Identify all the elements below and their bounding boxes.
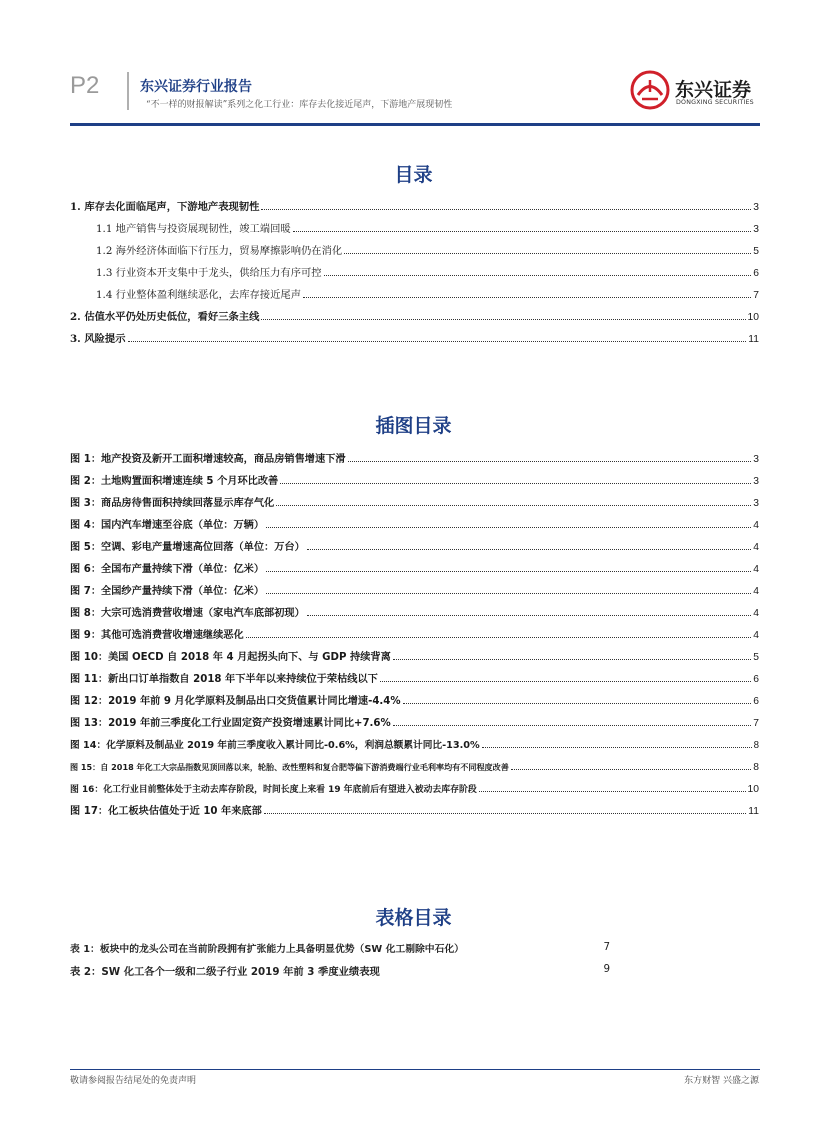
figure-item[interactable] xyxy=(70,603,759,619)
toc-item[interactable] xyxy=(96,219,759,235)
figure-item-page: 4 xyxy=(753,630,759,641)
dot-leader xyxy=(380,681,751,682)
figure-item[interactable] xyxy=(70,757,759,773)
dot-leader xyxy=(280,483,751,484)
figure-item-page: 4 xyxy=(753,542,759,553)
figure-item-label: 图 17：化工板块估值处于近 10 年来底部 xyxy=(70,806,262,817)
dot-leader xyxy=(264,813,746,814)
dot-leader xyxy=(293,231,752,232)
figure-item[interactable] xyxy=(70,537,759,553)
dot-leader xyxy=(128,341,747,342)
toc-item[interactable] xyxy=(96,241,759,257)
figure-item-page: 3 xyxy=(753,498,759,509)
figure-item[interactable] xyxy=(70,559,759,575)
toc-item-label: 2. 估值水平仍处历史低位，看好三条主线 xyxy=(70,311,260,323)
figure-item[interactable] xyxy=(70,449,759,465)
figure-item-label: 图 14：化学原料及制品业 2019 年前三季度收入累计同比-0.6%，利润总额累计同比-13.0% xyxy=(70,740,480,751)
toc-item[interactable] xyxy=(70,307,759,323)
toc-item[interactable] xyxy=(70,197,759,213)
figure-item-label: 图 2：土地购置面积增速连续 5 个月环比改善 xyxy=(70,476,279,487)
figure-item-label: 图 3：商品房待售面积持续回落显示库存气化 xyxy=(70,498,275,509)
toc-item-label: 3. 风险提示 xyxy=(70,333,126,345)
logo-chinese-name: 东兴证券 xyxy=(675,79,752,101)
dot-leader xyxy=(393,725,752,726)
toc-item-label: 1.1 地产销售与投资展现韧性，竣工端回暖 xyxy=(96,223,291,235)
toc-title: 目录 xyxy=(394,164,433,186)
toc-item-label: 1.3 行业资本开支集中于龙头，供给压力有序可控 xyxy=(96,267,322,279)
dot-leader xyxy=(344,253,751,254)
dot-leader xyxy=(246,637,752,638)
table-item[interactable] xyxy=(70,941,610,957)
toc-item-page: 11 xyxy=(748,334,759,345)
figure-item[interactable] xyxy=(70,647,759,663)
dot-leader xyxy=(276,505,751,506)
figure-item-label: 图 13：2019 年前三季度化工行业固定资产投资增速累计同比+7.6% xyxy=(70,718,391,729)
figure-item-label: 图 11：新出口订单指数自 2018 年下半年以来持续位于荣枯线以下 xyxy=(70,674,378,685)
table-item-page: 7 xyxy=(603,941,610,953)
logo-mark-icon xyxy=(630,70,670,110)
figure-item-label: 图 16：化工行业目前整体处于主动去库存阶段，时间长度上来看 19 年底前后有望进入被动去库存阶段 xyxy=(70,785,477,795)
figure-item-page: 4 xyxy=(753,608,759,619)
page-number: P2 xyxy=(70,72,100,99)
dot-leader xyxy=(266,593,751,594)
dot-leader xyxy=(261,209,751,210)
figure-item-label: 图 8：大宗可选消费营收增速（家电汽车底部初现） xyxy=(70,608,305,619)
figure-item-label: 图 7：全国纱产量持续下滑（单位：亿米） xyxy=(70,586,265,597)
dot-leader xyxy=(348,461,752,462)
report-title: 东兴证券行业报告 xyxy=(140,79,252,95)
dot-leader xyxy=(266,527,751,528)
figure-item-label: 图 1：地产投资及新开工面积增速较高，商品房销售增速下滑 xyxy=(70,454,346,465)
dot-leader xyxy=(261,319,745,320)
company-slogan: 东方财智 兴盛之源 xyxy=(684,1076,759,1086)
tables-list-title: 表格目录 xyxy=(375,907,452,929)
figure-item-label: 图 15：自 2018 年化工大宗品指数见顶回落以来，轮胎、改性塑料和复合肥等偏下游消费端行业毛利率均有不同程度改善 xyxy=(70,762,509,772)
figure-item-page: 8 xyxy=(753,740,759,751)
figure-item[interactable] xyxy=(70,691,759,707)
table-item-label: 表 1：板块中的龙头公司在当前阶段拥有扩张能力上具备明显优势（SW 化工剔除中石化） xyxy=(70,944,464,955)
toc-item-page: 3 xyxy=(753,224,759,235)
dot-leader xyxy=(511,769,751,770)
figure-item[interactable] xyxy=(70,801,759,817)
figure-item-page: 4 xyxy=(753,564,759,575)
figure-item-page: 10 xyxy=(747,784,759,795)
figure-item-page: 6 xyxy=(753,696,759,707)
header-divider xyxy=(127,72,129,110)
figure-item-label: 图 5：空调、彩电产量增速高位回落（单位：万台） xyxy=(70,542,305,553)
toc-item[interactable] xyxy=(96,285,759,301)
header-rule xyxy=(70,123,760,126)
figure-item-page: 3 xyxy=(753,476,759,487)
table-item[interactable] xyxy=(70,963,610,979)
company-logo xyxy=(626,68,766,112)
figure-item-label: 图 12：2019 年前 9 月化学原料及制品出口交货值累计同比增速-4.4% xyxy=(70,696,401,707)
dot-leader xyxy=(393,659,752,660)
figure-item[interactable] xyxy=(70,581,759,597)
toc-item-page: 6 xyxy=(753,268,759,279)
toc-item[interactable] xyxy=(70,329,759,345)
toc-item[interactable] xyxy=(96,263,759,279)
figure-item-page: 7 xyxy=(753,718,759,729)
table-item-page: 9 xyxy=(603,963,610,975)
figure-item[interactable] xyxy=(70,471,759,487)
dot-leader xyxy=(324,275,752,276)
figure-item[interactable] xyxy=(70,735,759,751)
dot-leader xyxy=(307,549,752,550)
footer-rule xyxy=(70,1069,760,1070)
figure-item-page: 11 xyxy=(748,806,759,817)
toc-item-label: 1.2 海外经济体面临下行压力，贸易摩擦影响仍在消化 xyxy=(96,245,343,257)
figure-item[interactable] xyxy=(70,625,759,641)
table-item-label: 表 2：SW 化工各个一级和二级子行业 2019 年前 3 季度业绩表现 xyxy=(70,966,380,978)
dot-leader xyxy=(266,571,751,572)
disclaimer-note: 敬请参阅报告结尾处的免责声明 xyxy=(70,1076,197,1086)
figure-item[interactable] xyxy=(70,669,759,685)
dot-leader xyxy=(403,703,752,704)
figures-list-title: 插图目录 xyxy=(375,415,452,437)
figure-item-page: 4 xyxy=(753,586,759,597)
figure-item-page: 6 xyxy=(753,674,759,685)
toc-item-page: 7 xyxy=(753,290,759,301)
report-subtitle: “不一样的财报解读”系列之化工行业：库存去化接近尾声，下游地产展现韧性 xyxy=(146,100,453,110)
figure-item-page: 4 xyxy=(753,520,759,531)
dot-leader xyxy=(303,297,751,298)
logo-english-name: DONGXING SECURITIES xyxy=(676,99,754,106)
figure-item[interactable] xyxy=(70,493,759,509)
figure-item-page: 5 xyxy=(753,652,759,663)
toc-item-page: 10 xyxy=(747,312,759,323)
figure-item-label: 图 4：国内汽车增速至谷底（单位：万辆） xyxy=(70,520,265,531)
figure-item[interactable] xyxy=(70,779,759,795)
figure-item-label: 图 6：全国布产量持续下滑（单位：亿米） xyxy=(70,564,265,575)
figure-item-label: 图 9：其他可选消费营收增速继续恶化 xyxy=(70,630,244,641)
dot-leader xyxy=(482,747,752,748)
figure-item-page: 8 xyxy=(753,762,759,773)
toc-item-label: 1. 库存去化面临尾声，下游地产表现韧性 xyxy=(70,201,260,213)
figure-item[interactable] xyxy=(70,713,759,729)
toc-item-page: 3 xyxy=(753,202,759,213)
dot-leader xyxy=(307,615,752,616)
dot-leader xyxy=(479,791,746,792)
figure-item-label: 图 10：美国 OECD 自 2018 年 4 月起拐头向下、与 GDP 持续背离 xyxy=(70,652,391,663)
figure-item[interactable] xyxy=(70,515,759,531)
toc-item-page: 5 xyxy=(753,246,759,257)
toc-item-label: 1.4 行业整体盈利继续恶化，去库存接近尾声 xyxy=(96,289,301,301)
figure-item-page: 3 xyxy=(753,454,759,465)
